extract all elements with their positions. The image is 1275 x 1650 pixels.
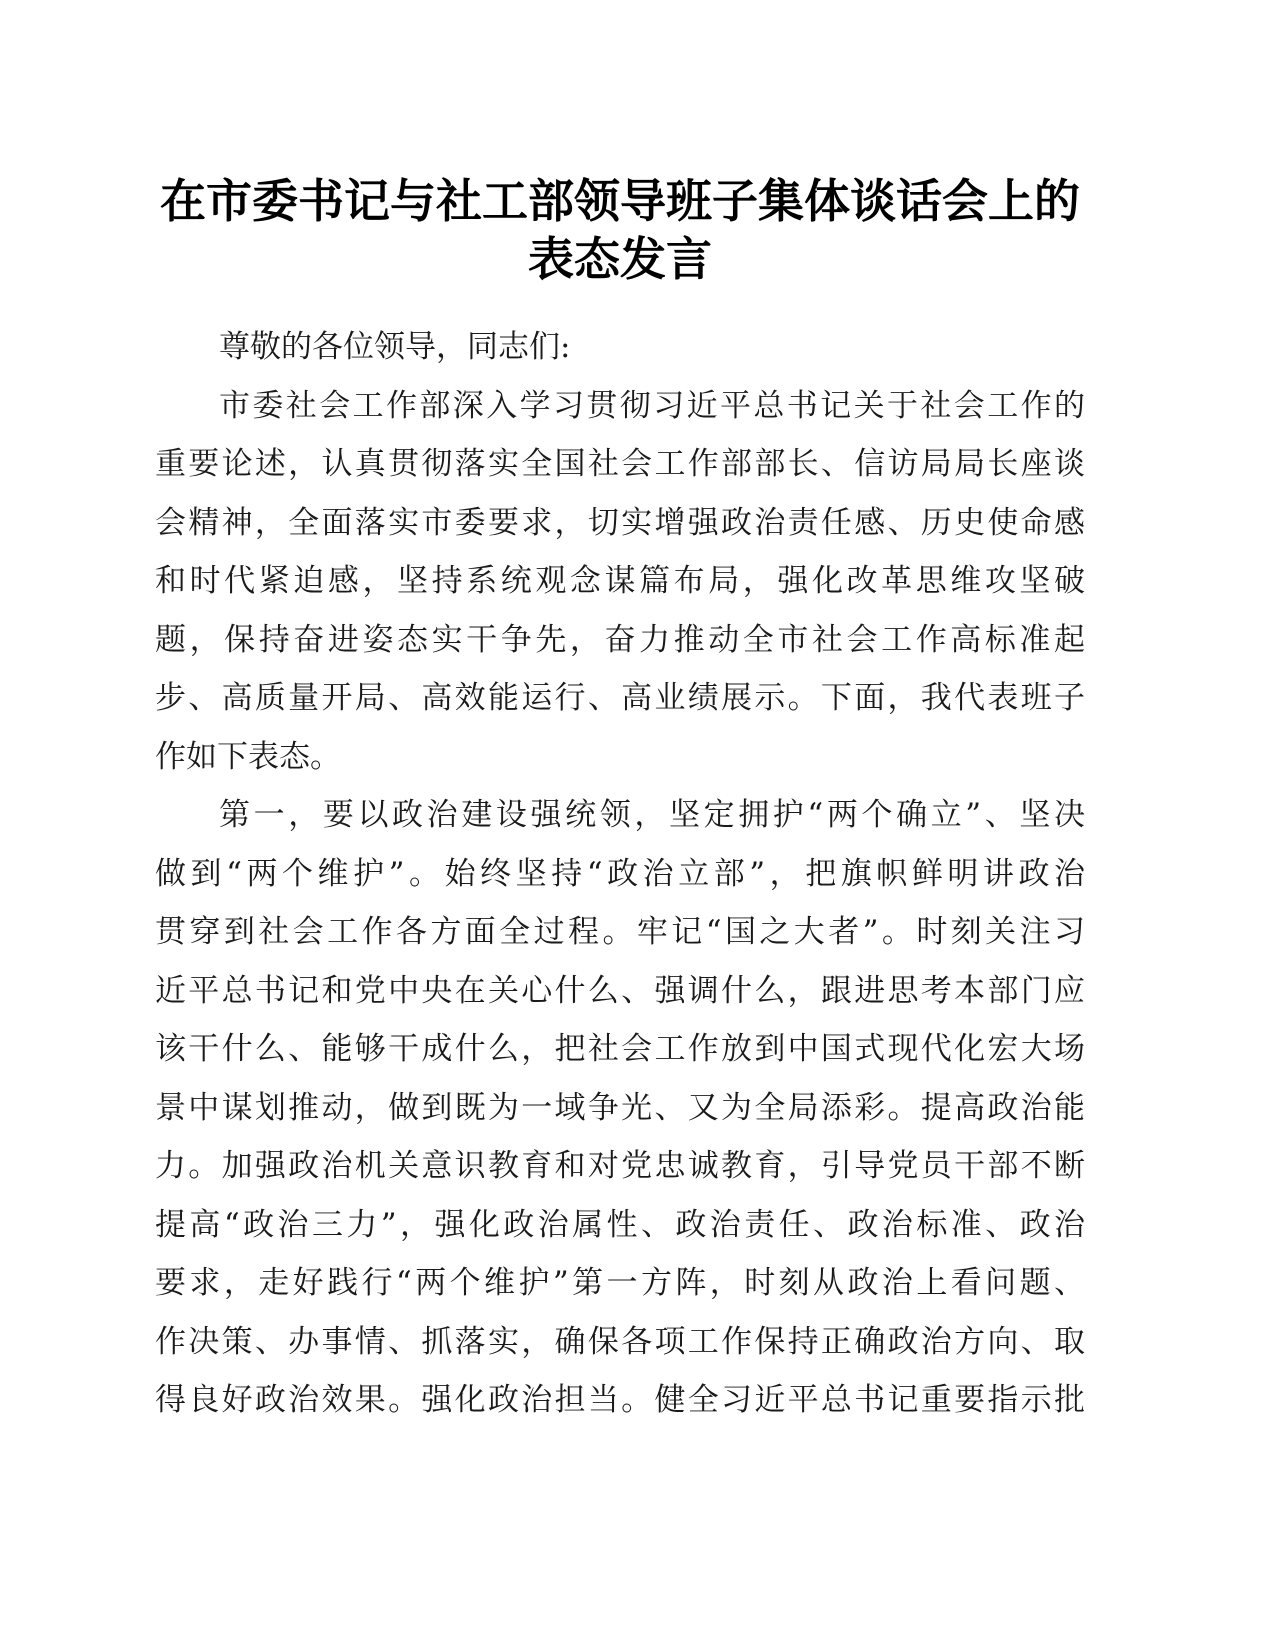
paragraph-2-line-1: 第一，要以政治建设强统领，坚定拥护“两个确立”、坚决 — [219, 797, 1085, 833]
paragraph-1-line-5: 题，保持奋进姿态实干争先，奋力推动全市社会工作高标准起 — [155, 621, 1085, 658]
paragraph-2-line-8: 提高“政治三力”，强化政治属性、政治责任、政治标准、政治 — [155, 1206, 1085, 1243]
title-line-2: 表态发言 — [528, 232, 712, 286]
paragraph-2-line-6: 景中谋划推动，做到既为一域争光、又为全局添彩。提高政治能 — [155, 1089, 1085, 1126]
salutation-line: 尊敬的各位领导，同志们: — [219, 329, 571, 365]
paragraph-1-line-6: 步、高质量开局、高效能运行、高业绩展示。下面，我代表班子 — [155, 680, 1085, 716]
paragraph-1-line-1: 市委社会工作部深入学习贯彻习近平总书记关于社会工作的 — [219, 387, 1085, 424]
paragraph-1-line-2: 重要论述，认真贯彻落实全国社会工作部部长、信访局局长座谈 — [155, 446, 1085, 482]
document-title — [150, 172, 1090, 288]
paragraph-2-line-9: 要求，走好践行“两个维护”第一方阵，时刻从政治上看问题、 — [155, 1265, 1085, 1301]
paragraph-2-line-5: 该干什么、能够干成什么，把社会工作放到中国式现代化宏大场 — [155, 1031, 1085, 1067]
paragraph-2-line-7: 力。加强政治机关意识教育和对党忠诚教育，引导党员干部不断 — [155, 1148, 1085, 1184]
paragraph-2-line-10: 作决策、办事情、抓落实，确保各项工作保持正确政治方向、取 — [155, 1323, 1085, 1360]
paragraph-2-line-11: 得良好政治效果。强化政治担当。健全习近平总书记重要指示批 — [155, 1382, 1085, 1418]
paragraph-2-line-3: 贯穿到社会工作各方面全过程。牢记“国之大者”。时刻关注习 — [155, 914, 1085, 950]
title-line-1: 在市委书记与社工部领导班子集体谈话会上的 — [160, 174, 1080, 228]
document-body — [155, 318, 1085, 1430]
paragraph-1-line-7: 作如下表态。 — [155, 738, 341, 775]
paragraph-2-line-4: 近平总书记和党中央在关心什么、强调什么，跟进思考本部门应 — [155, 972, 1085, 1009]
paragraph-2-line-2: 做到“两个维护”。始终坚持“政治立部”，把旗帜鲜明讲政治 — [155, 855, 1085, 892]
paragraph-1-line-4: 和时代紧迫感，坚持系统观念谋篇布局，强化改革思维攻坚破 — [155, 563, 1085, 599]
paragraph-1-line-3: 会精神，全面落实市委要求，切实增强政治责任感、历史使命感 — [155, 504, 1085, 541]
